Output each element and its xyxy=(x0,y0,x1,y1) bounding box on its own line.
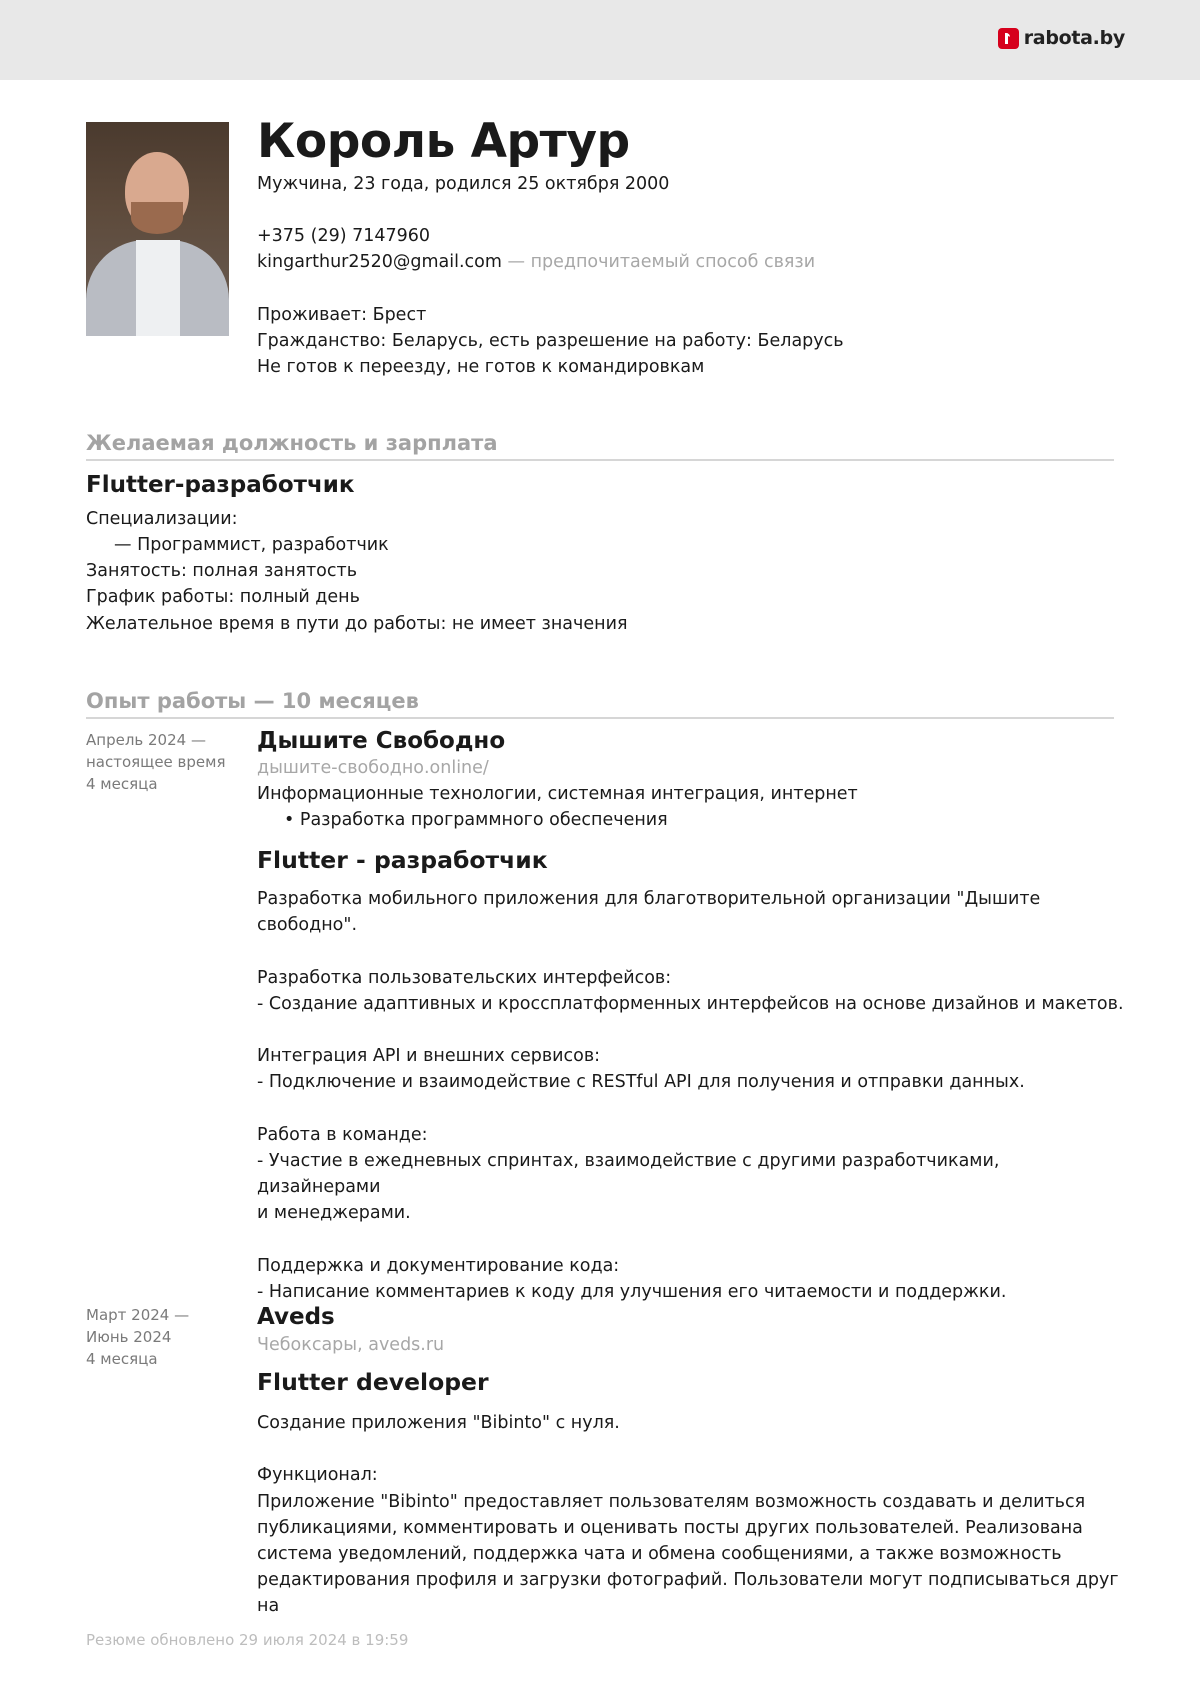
relocation: Не готов к переезду, не готов к командировкам xyxy=(257,357,705,377)
industry-item: • Разработка программного обеспечения xyxy=(284,810,668,830)
employment-type: Занятость: полная занятость xyxy=(86,561,358,581)
section-title-desired: Желаемая должность и зарплата xyxy=(86,428,1114,461)
job-dates: Апрель 2024 — настоящее время 4 месяца xyxy=(86,731,226,793)
company-site[interactable]: Чебоксары, aveds.ru xyxy=(257,1335,445,1355)
updated-note: Резюме обновлено 29 июля 2024 в 19:59 xyxy=(86,1631,409,1649)
specializations-label: Специализации: xyxy=(86,509,238,529)
company-industry: Информационные технологии, системная интеграция, интернет xyxy=(257,784,858,804)
commute-time: Желательное время в пути до работы: не имеет значения xyxy=(86,614,628,634)
brand-name: rabota.by xyxy=(1023,27,1125,49)
job-role: Flutter - разработчик xyxy=(257,846,548,874)
company-name: Aveds xyxy=(257,1304,335,1330)
section-title-experience: Опыт работы — 10 месяцев xyxy=(86,686,1114,719)
candidate-name: Король Артур xyxy=(257,114,630,169)
citizenship: Гражданство: Беларусь, есть разрешение на работу: Беларусь xyxy=(257,331,844,351)
email-link[interactable]: kingarthur2520@gmail.com xyxy=(257,252,502,272)
job-description: Создание приложения "Bibinto" с нуля. Функционал: Приложение "Bibinto" предоставляет пользователям возможность создавать и делиться публикациями, комментировать и оценивать посты других пользователей. Реализована система уведомлений, поддержка чата и обмена сообщениями, а также возможность редактирования профиля и загрузки фотографий. Пользователи могут подписываться друг на xyxy=(257,1413,1119,1617)
email-note: — предпочитаемый способ связи xyxy=(507,252,816,272)
specialization-item: — Программист, разработчик xyxy=(114,535,389,555)
company-name: Дышите Свободно xyxy=(257,728,506,754)
job-role: Flutter developer xyxy=(257,1368,489,1396)
rabota-logo-icon xyxy=(998,28,1019,49)
job-dates: Март 2024 — Июнь 2024 4 месяца xyxy=(86,1306,190,1368)
brand-logo[interactable] xyxy=(998,27,1125,49)
phone-number[interactable]: +375 (29) 7147960 xyxy=(257,226,431,246)
work-schedule: График работы: полный день xyxy=(86,587,360,607)
personal-info: Мужчина, 23 года, родился 25 октября 2000 xyxy=(257,174,670,194)
company-site[interactable]: дышите-свободно.online/ xyxy=(257,758,489,778)
desired-position: Flutter-разработчик xyxy=(86,472,355,498)
header-bar xyxy=(0,0,1200,80)
job-description: Разработка мобильного приложения для благотворительной организации "Дышите свободно". Разработка пользовательских интерфейсов: - Создание адаптивных и кроссплатформенных интерфейсов на основе дизайнов и макетов. Интеграция API и внешних сервисов: - Подключение и взаимодействие с RESTful API для получения и отправки данных. Работа в команде: - Участие в ежедневных спринтах, взаимодействие с другими разработчиками, дизайнерами и менеджерами. Поддержка и документирование кода: - Написание комментариев к коду для улучшения его читаемости и поддержки. xyxy=(257,889,1124,1303)
profile-photo xyxy=(86,122,229,336)
city: Проживает: Брест xyxy=(257,305,427,325)
contact-email-line xyxy=(257,249,815,275)
